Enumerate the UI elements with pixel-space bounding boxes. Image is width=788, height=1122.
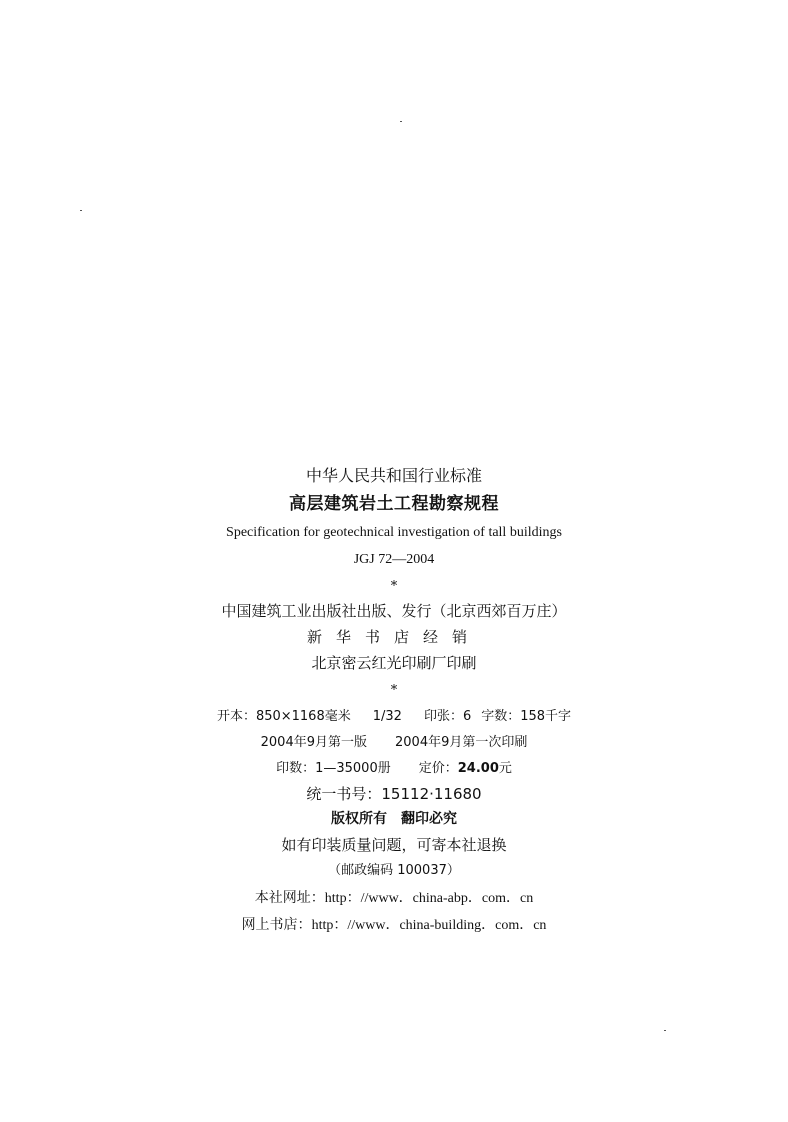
scan-speck <box>400 121 402 122</box>
scan-speck <box>80 210 82 211</box>
distributor: 新华书店经销 <box>306 628 481 646</box>
publisher: 中国建筑工业出版社出版、发行（北京西郊百万庄） <box>221 602 567 620</box>
format-info <box>0 710 788 723</box>
website-url[interactable]: http：//www．china-abp．com．cn <box>324 891 534 906</box>
website-line <box>0 891 788 906</box>
format-sheets: 印张：6 <box>423 709 472 724</box>
copyright-notice: 版权所有 翻印必究 <box>331 811 457 827</box>
printer: 北京密云红光印刷厂印刷 <box>311 654 477 672</box>
copies-price <box>0 762 788 775</box>
format-words: 字数：158千字 <box>481 709 572 724</box>
separator-star: * <box>390 579 398 594</box>
format-fold: 1/32 <box>372 709 402 724</box>
format-size: 开本：850×1168毫米 <box>216 709 351 724</box>
website-label: 本社网址： <box>254 890 325 906</box>
title-en: Specification for geotechnical investigation of tall buildings <box>226 525 562 540</box>
standard-class: 中华人民共和国行业标准 <box>305 466 482 485</box>
price-unit: 元 <box>498 761 512 776</box>
standard-code: JGJ 72—2004 <box>353 552 435 567</box>
edition-first: 2004年9月第一版 <box>260 735 367 750</box>
bookstore-label: 网上书店： <box>241 917 312 933</box>
scan-speck <box>664 1030 666 1031</box>
print-first: 2004年9月第一次印刷 <box>395 735 528 750</box>
unified-book-number: 统一书号：15112·11680 <box>306 785 482 803</box>
price-label: 定价： <box>418 761 458 776</box>
edition-info <box>0 736 788 749</box>
bookstore-url[interactable]: http：//www．china-building．com．cn <box>311 918 547 933</box>
separator-star: * <box>390 683 398 698</box>
return-notice: 如有印装质量问题，可寄本社退换 <box>281 836 507 854</box>
bookstore-line <box>0 918 788 933</box>
price-value: 24.00 <box>457 761 499 776</box>
title-zh: 高层建筑岩土工程勘察规程 <box>289 494 499 514</box>
copies: 印数：1—35000册 <box>276 761 391 776</box>
postcode: （邮政编码 100037） <box>328 863 460 878</box>
